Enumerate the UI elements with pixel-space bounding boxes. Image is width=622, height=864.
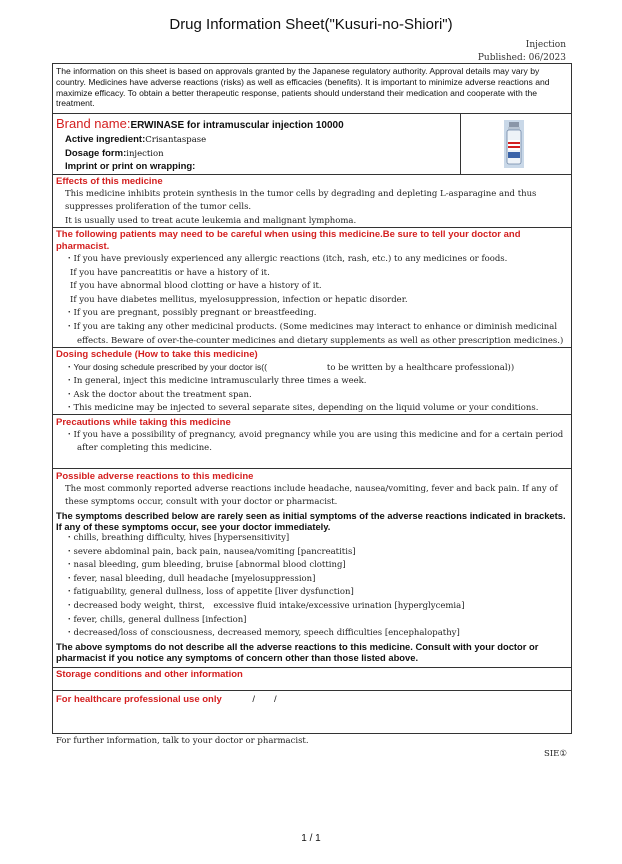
brand-name-label: Brand name: — [56, 116, 131, 131]
vial-image — [504, 120, 524, 168]
hcp-heading: For healthcare professional use only — [56, 694, 222, 705]
adverse-section — [53, 469, 571, 668]
dosing-schedule-line — [53, 361, 571, 376]
adverse-heading: Possible adverse reactions to this medicine — [56, 471, 254, 482]
careful-section — [53, 228, 571, 348]
dosing-heading: Dosing schedule (How to take this medicine) — [56, 349, 258, 360]
hcp-section — [53, 691, 571, 733]
careful-line: ・If you have previously experienced any allergic reactions (itch, rash, etc.) to any medicines or foods. — [65, 254, 508, 264]
hcp-date-slots: / / — [252, 694, 277, 705]
product-image-cell — [460, 114, 571, 174]
storage-section — [53, 668, 571, 691]
dosing-line: ・This medicine may be injected to several separate sites, depending on the liquid volume or your conditions. — [65, 403, 539, 414]
imprint-label: Imprint or print on wrapping: — [65, 161, 196, 172]
dosing-schedule-tail: to be written by a healthcare professional)) — [326, 362, 515, 373]
adverse-item: ・decreased body weight, thirst, excessive fluid intake/excessive urination [hyperglycemia] — [65, 601, 465, 612]
brand-name-line — [56, 116, 344, 131]
adverse-item: ・fever, chills, general dullness [infection] — [65, 614, 247, 625]
adverse-item: ・fatiguability, general dullness, loss of appetite [liver dysfunction] — [65, 587, 354, 598]
active-ingredient-value: Crisantaspase — [145, 135, 207, 145]
effects-heading: Effects of this medicine — [56, 176, 163, 187]
imprint-row — [65, 161, 195, 172]
dosing-section — [53, 348, 571, 415]
adverse-item: ・nasal bleeding, gum bleeding, bruise [abnormal blood clotting] — [65, 560, 346, 571]
dosing-line: ・In general, inject this medicine intramuscularly three times a week. — [65, 376, 367, 387]
adverse-item: ・severe abdominal pain, back pain, nausea/vomiting [pancreatitis] — [65, 546, 356, 557]
page-number: 1 / 1 — [301, 833, 321, 844]
storage-heading: Storage conditions and other information — [56, 669, 243, 680]
precautions-line: after completing this medicine. — [77, 443, 212, 454]
dosage-form-value: injection — [126, 149, 164, 159]
sie-mark: SIE① — [543, 749, 567, 759]
published-date: Published: 06/2023 — [477, 53, 566, 63]
page-title: Drug Information Sheet("Kusuri-no-Shiori") — [169, 16, 453, 33]
active-ingredient-label: Active ingredient: — [65, 134, 146, 145]
active-ingredient-row — [65, 134, 206, 145]
careful-line: If you have pancreatitis or have a history of it. — [70, 267, 270, 278]
effects-line: It is usually used to treat acute leukemia and malignant lymphoma. — [65, 215, 357, 226]
dosing-schedule-lead: ・Your dosing schedule prescribed by your doctor is(( — [65, 361, 267, 372]
intro-section: The information on this sheet is based on approvals granted by the Japanese regulatory authority. Approval details may vary by country. Medicines have adverse reactions (risks) as well as efficacies (benefits). It is important to minimize adverse reactions and maximize efficacy. To obtain a better therapeutic response, patients should understand their medication and cooperate with the treatment. — [53, 64, 571, 114]
adverse-common-line: these symptoms occur, consult with your doctor or pharmacist. — [65, 497, 338, 508]
careful-line: effects. Beware of over-the-counter medicines and dietary supplements as well as other prescription medicines.) — [77, 335, 564, 346]
precautions-line: ・If you have a possibility of pregnancy, avoid pregnancy while you are using this medicine and for a certain period — [65, 429, 564, 440]
dosing-line: ・Ask the doctor about the treatment span. — [65, 389, 252, 400]
careful-line: If you have diabetes mellitus, myelosuppression, infection or hepatic disorder. — [70, 294, 408, 305]
adverse-closing: The above symptoms do not describe all the adverse reactions to this medicine. Consult with your doctor or pharmacist if you notice any symptoms of concern other than those listed above. — [56, 640, 539, 664]
dosage-form-row — [65, 148, 164, 159]
dosage-form-label: Dosage form: — [65, 148, 127, 159]
info-sheet — [52, 63, 572, 734]
brand-section — [53, 114, 571, 175]
careful-line: ・If you are pregnant, possibly pregnant or breastfeeding. — [65, 308, 317, 319]
precautions-heading: Precautions while taking this medicine — [56, 417, 231, 428]
precautions-section — [53, 415, 571, 469]
hcp-heading-line — [53, 691, 571, 706]
adverse-item: ・decreased/loss of consciousness, decreased memory, speech difficulties [encephalopathy] — [65, 628, 460, 639]
adverse-common-line: The most commonly reported adverse reactions include headache, nausea/vomiting, fever and back pain. If any of — [65, 483, 558, 494]
brand-name-value: ERWINASE for intramuscular injection 10000 — [130, 120, 344, 131]
careful-line: ・If you are taking any other medicinal products. (Some medicines may interact to enhance or diminish medicinal — [65, 321, 558, 332]
effects-line: This medicine inhibits protein synthesis in the tumor cells by degrading and depleting L-asparagine and thus — [65, 188, 537, 199]
effects-section — [53, 175, 571, 228]
adverse-item: ・chills, breathing difficulty, hives [hypersensitivity] — [65, 533, 290, 544]
careful-line: If you have abnormal blood clotting or have a history of it. — [70, 281, 322, 292]
careful-heading: The following patients may need to be careful when using this medicine.Be sure to tell your doctor and pharmacist. — [56, 229, 521, 252]
category-label: Injection — [525, 40, 566, 50]
adverse-item: ・fever, nasal bleeding, dull headache [myelosuppression] — [65, 573, 316, 584]
effects-line: suppresses proliferation of the tumor cells. — [65, 202, 252, 213]
adverse-rare-intro: The symptoms described below are rarely seen as initial symptoms of the adverse reactions indicated in brackets. If any of these symptoms occur, see your doctor immediately. — [56, 509, 566, 532]
footer-note: For further information, talk to your doctor or pharmacist. — [56, 736, 309, 746]
